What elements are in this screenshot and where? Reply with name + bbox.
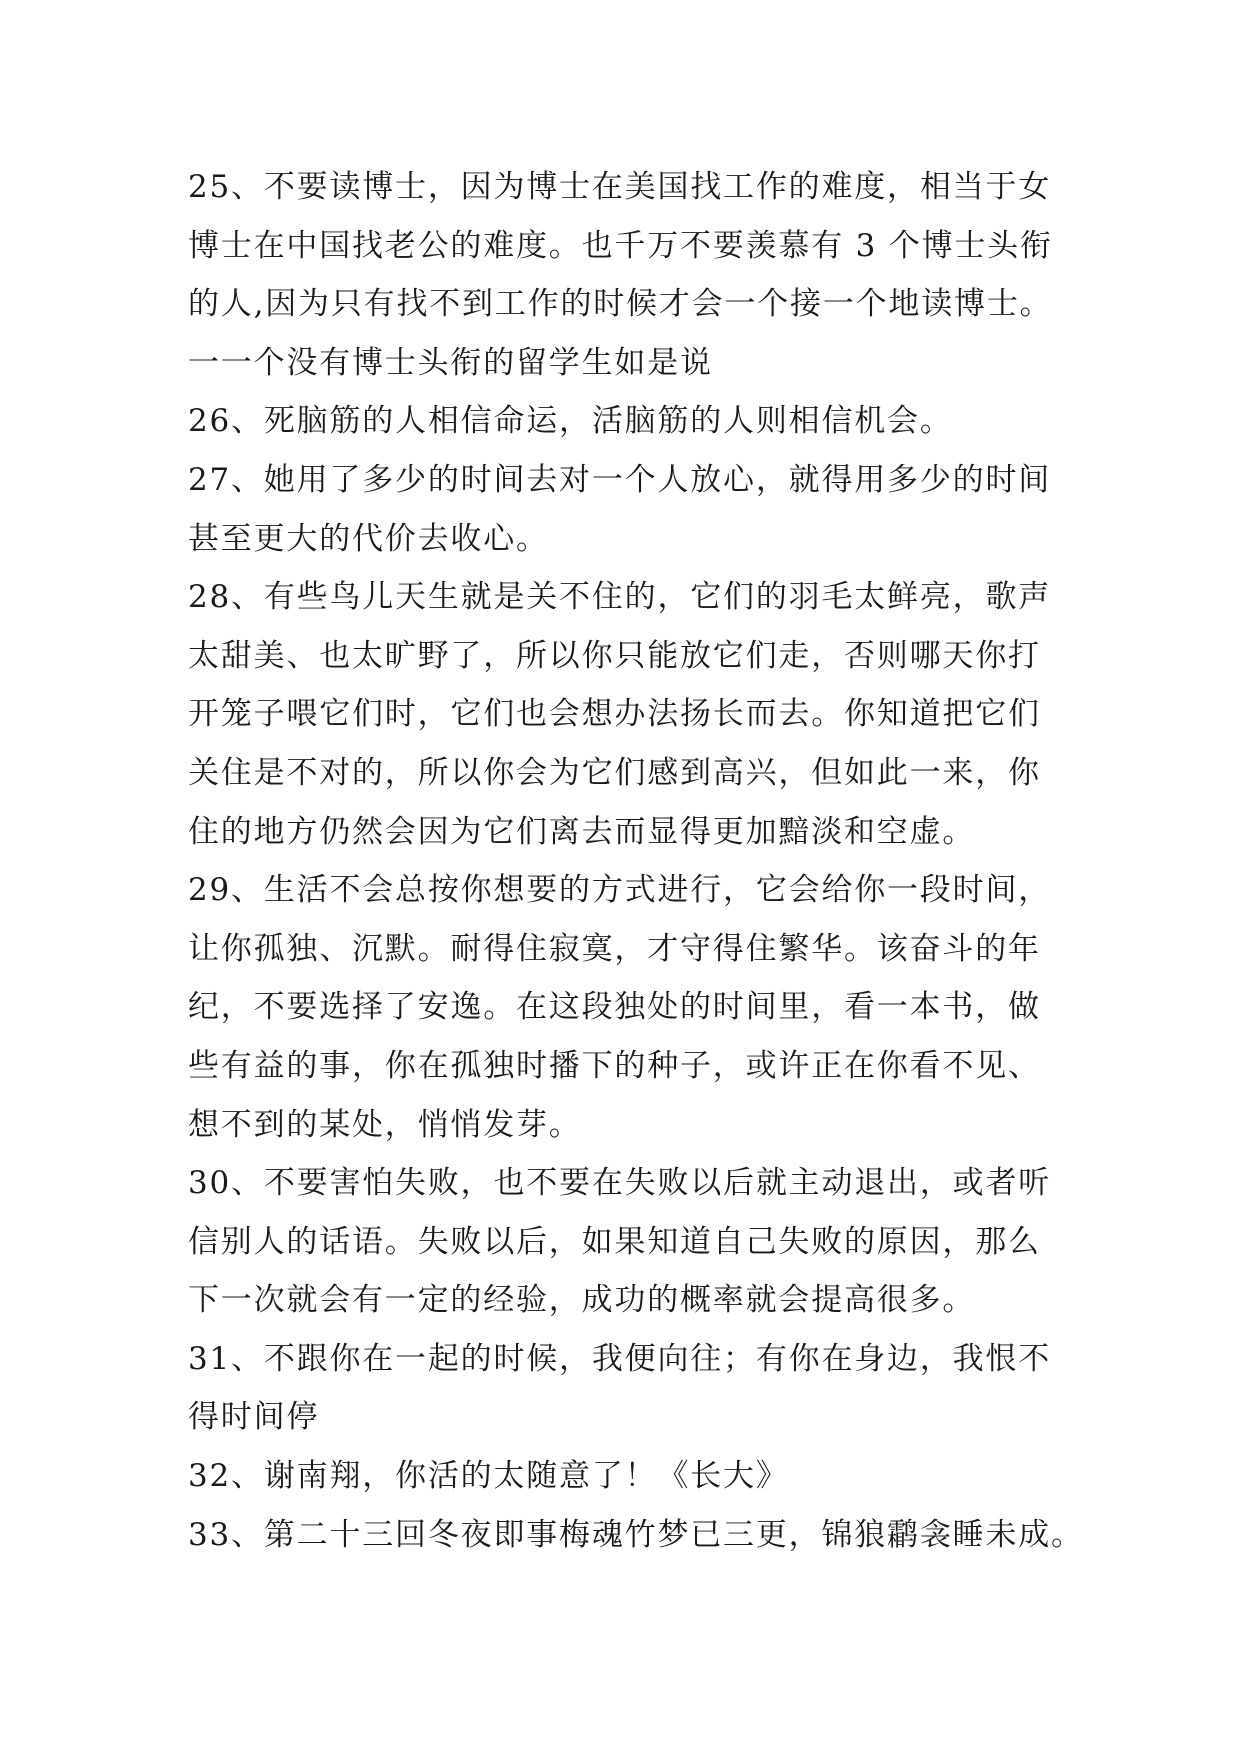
text-line: 29、生活不会总按你想要的方式进行，它会给你一段时间，: [188, 872, 1052, 909]
text-line: 开笼子喂它们时，它们也会想办法扬长而去。你知道把它们: [188, 696, 1041, 733]
text-line: 32、谢南翔，你活的太随意了！《长大》: [188, 1458, 789, 1495]
text-line: 甚至更大的代价去收心。: [188, 520, 549, 557]
text-line: 一一个没有博士头衔的留学生如是说: [188, 344, 713, 381]
paragraph-30: [188, 1154, 1093, 1330]
text-line: 信别人的话语。失败以后，如果知道自己失败的原因，那么: [188, 1223, 1041, 1260]
text-line: 28、有些鸟儿天生就是关不住的，它们的羽毛太鲜亮，歌声: [188, 579, 1052, 616]
text-line: 关住是不对的，所以你会为它们感到高兴，但如此一来，你: [188, 754, 1041, 791]
text-line: 些有益的事，你在孤独时播下的种子，或许正在你看不见、: [188, 1047, 1041, 1084]
text-line: 27、她用了多少的时间去对一个人放心，就得用多少的时间: [188, 461, 1052, 498]
text-line: 26、死脑筋的人相信命运，活脑筋的人则相信机会。: [188, 403, 953, 440]
text-line: 纪，不要选择了安逸。在这段独处的时间里，看一本书，做: [188, 989, 1041, 1026]
text-line: 得时间停: [188, 1399, 320, 1436]
text-line: 想不到的某处，悄悄发芽。: [188, 1106, 582, 1143]
paragraph-26: [188, 392, 1093, 451]
text-line: 31、不跟你在一起的时候，我便向往；有你在身边，我恨不: [188, 1340, 1052, 1377]
text-line: 下一次就会有一定的经验，成功的概率就会提高很多。: [188, 1282, 976, 1319]
paragraph-32: [188, 1447, 1093, 1506]
text-line: 太甜美、也太旷野了，所以你只能放它们走，否则哪天你打: [188, 637, 1041, 674]
text-line: 33、第二十三回冬夜即事梅魂竹梦已三更，锦狼鹴衾睡未成。: [188, 1516, 1084, 1553]
text-line: 25、不要读博士，因为博士在美国找工作的难度，相当于女: [188, 169, 1052, 205]
document-body: [188, 158, 1093, 1564]
text-line: 让你孤独、沉默。耐得住寂寞，才守得住繁华。该奋斗的年: [188, 930, 1041, 967]
paragraph-31: [188, 1330, 1093, 1447]
paragraph-25: [188, 158, 1093, 392]
paragraph-28: [188, 568, 1093, 861]
text-line: 住的地方仍然会因为它们离去而显得更加黯淡和空虚。: [188, 813, 976, 850]
paragraph-27: [188, 451, 1093, 568]
paragraph-29: [188, 861, 1093, 1154]
text-line: 博士在中国找老公的难度。也千万不要羡慕有 3 个博士头衔: [188, 227, 1053, 264]
paragraph-33: [188, 1506, 1093, 1565]
text-line: 30、不要害怕失败，也不要在失败以后就主动退出，或者听: [188, 1165, 1052, 1202]
text-line: 的人,因为只有找不到工作的时候才会一个接一个地读博士。: [188, 286, 1053, 323]
